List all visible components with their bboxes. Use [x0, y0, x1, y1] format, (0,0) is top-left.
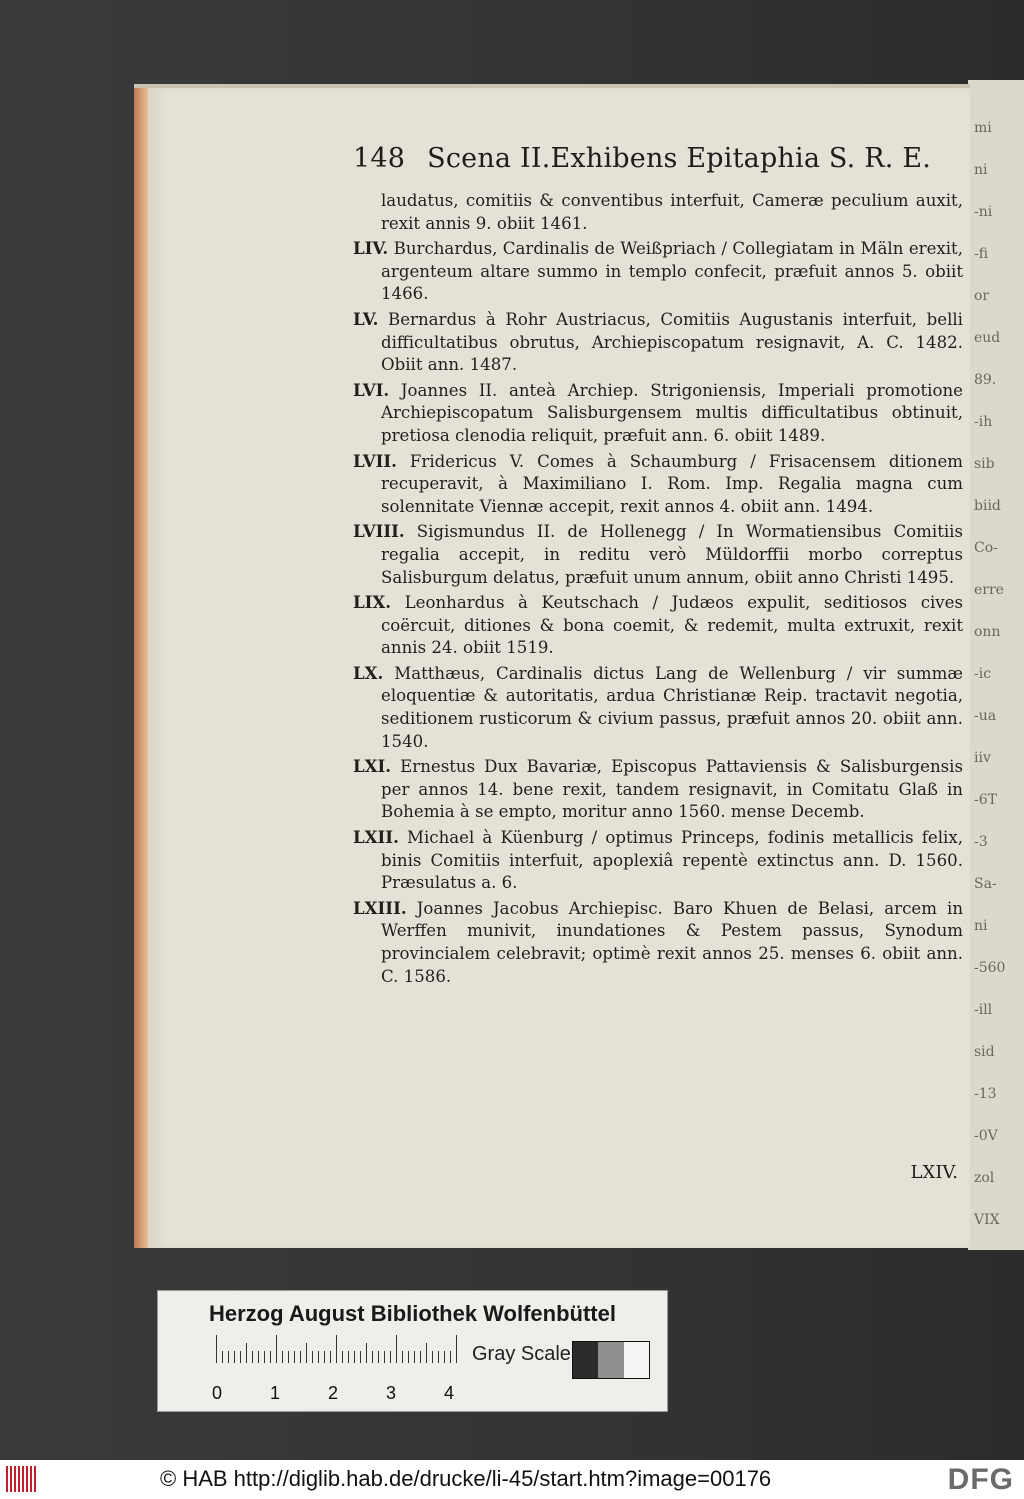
- ruler-tick: [246, 1343, 247, 1363]
- ghost-text: -ua: [974, 708, 997, 724]
- ghost-text: 89.: [974, 372, 997, 388]
- entry-numeral: LVIII.: [353, 521, 405, 542]
- ruler-tick: [402, 1351, 403, 1363]
- ruler-tick: [288, 1351, 289, 1363]
- ghost-text: biid: [974, 498, 1001, 514]
- ghost-text: sid: [974, 1044, 995, 1060]
- ruler-tick: [408, 1351, 409, 1363]
- ghost-text: erre: [974, 582, 1004, 598]
- epitaph-entry: [353, 308, 963, 377]
- library-name: Herzog August Bibliothek Wolfenbüttel: [209, 1301, 616, 1326]
- ghost-text: VIX: [974, 1212, 1000, 1228]
- ruler-tick: [294, 1351, 295, 1363]
- ruler-number: 2: [328, 1383, 339, 1403]
- entry-numeral: LVII.: [353, 450, 397, 471]
- entry-text: Burchardus, Cardinalis de Weißpriach / Collegiatam in Mäln erexit, argenteum altare summo in templo confecit, præfuit annos 5. obiit 1466.: [381, 239, 963, 304]
- ruler-tick: [270, 1351, 271, 1363]
- dfg-logo: DFG: [947, 1463, 1014, 1496]
- ruler-tick: [414, 1351, 415, 1363]
- ghost-text: Co-: [974, 540, 998, 556]
- entry-numeral: LX.: [353, 662, 384, 683]
- ruler-number: 4: [444, 1383, 455, 1403]
- ghost-text: iiv: [974, 750, 991, 766]
- ruler-tick: [318, 1351, 319, 1363]
- ghost-text: Sa-: [974, 876, 997, 892]
- catchword: LXIV.: [910, 1162, 958, 1183]
- neighbor-page: [968, 80, 1024, 1250]
- epitaph-entry: [353, 662, 963, 753]
- ruler-tick: [438, 1351, 439, 1363]
- book-page: [150, 88, 970, 1248]
- ruler-tick: [252, 1351, 253, 1363]
- ruler-tick: [258, 1351, 259, 1363]
- ghost-text: or: [974, 288, 990, 304]
- page-running-title: Scena II.Exhibens Epitaphia S. R. E.: [427, 143, 932, 174]
- entry-numeral: LV.: [353, 308, 379, 329]
- ruler-tick: [366, 1343, 367, 1363]
- epitaph-entry: [353, 826, 963, 895]
- entry-text: Sigismundus II. de Hollenegg / In Wormatiensibus Comitiis regalia accepit, in reditu verò Müldorffii morbo correptus Salisburgum delatus, præfuit unum annum, obiit anno Christi 1495.: [381, 522, 963, 587]
- grayscale-label: Gray Scale: [472, 1343, 571, 1365]
- ghost-text: -fi: [974, 246, 989, 262]
- ghost-text: ni: [974, 918, 988, 934]
- ruler-tick: [396, 1335, 397, 1363]
- ghost-text: zol: [974, 1170, 995, 1186]
- entry-text: Joannes II. anteà Archiep. Strigoniensis, Imperiali promotione Archiepiscopatum Salisburgensem multis difficultatibus obtinuit, pretiosa clenodia reliquit, præfuit ann. 6. obiit 1489.: [381, 380, 963, 445]
- color-calibration-bar: [157, 1290, 668, 1412]
- entry-numeral: LIV.: [353, 238, 389, 259]
- epitaph-entry: [353, 450, 963, 519]
- entry-numeral: LVI.: [353, 379, 390, 400]
- epitaph-entry: [353, 237, 963, 306]
- ruler-tick: [420, 1351, 421, 1363]
- swatch-mid: [598, 1342, 623, 1378]
- continued-paragraph: laudatus, comitiis & conventibus interfuit, Cameræ peculium auxit, rexit annis 9. obiit 1461.: [381, 191, 963, 233]
- ruler-tick: [444, 1351, 445, 1363]
- ruler-tick: [264, 1351, 265, 1363]
- ruler-number: 3: [386, 1383, 397, 1403]
- ruler-tick: [282, 1351, 283, 1363]
- swatch-light: [624, 1342, 649, 1378]
- ruler-tick: [432, 1351, 433, 1363]
- ruler-tick: [390, 1351, 391, 1363]
- ghost-text: ni: [974, 162, 988, 178]
- ruler-tick: [450, 1351, 451, 1363]
- ruler-tick: [384, 1351, 385, 1363]
- epitaph-list: [353, 190, 963, 990]
- ghost-text: mi: [974, 120, 992, 136]
- hab-logo-icon: [6, 1466, 46, 1492]
- ruler-number: 1: [270, 1383, 281, 1403]
- entry-text: Fridericus V. Comes à Schaumburg / Frisacensem ditionem recuperavit, à Maximiliano I. Rom. Imp. Regalia magna cum solennitate Viennæ accepit, rexit annos 4. obiit ann. 1494.: [381, 451, 963, 516]
- ruler-scale: [216, 1339, 466, 1369]
- ruler-tick: [378, 1351, 379, 1363]
- epitaph-entry: [353, 591, 963, 660]
- ruler-tick: [324, 1351, 325, 1363]
- entry-numeral: LXI.: [353, 756, 392, 777]
- ruler-tick: [228, 1351, 229, 1363]
- ghost-text: -0V: [974, 1128, 998, 1144]
- ruler-tick: [426, 1343, 427, 1363]
- entries-container: [353, 237, 963, 988]
- ruler-tick: [372, 1351, 373, 1363]
- ruler-tick: [306, 1343, 307, 1363]
- ghost-text: onn: [974, 624, 1001, 640]
- epitaph-entry: [353, 755, 963, 824]
- ghost-text: -6T: [974, 792, 997, 808]
- ruler-number: 0: [212, 1383, 223, 1403]
- entry-numeral: LIX.: [353, 592, 392, 613]
- ruler-tick: [276, 1335, 277, 1363]
- ruler-tick: [240, 1351, 241, 1363]
- ghost-text: -13: [974, 1086, 997, 1102]
- ghost-text: -ni: [974, 204, 993, 220]
- entry-text: Matthæus, Cardinalis dictus Lang de Wellenburg / vir summæ eloquentiæ & autoritatis, ardua Christianæ Reip. tractavit negotia, seditionem rusticorum & civium passus, præfuit annos 20. obiit ann. 1540.: [381, 663, 963, 751]
- ghost-text: sib: [974, 456, 995, 472]
- ruler-tick: [216, 1335, 217, 1363]
- ruler-tick: [234, 1351, 235, 1363]
- ruler-tick: [360, 1351, 361, 1363]
- entry-numeral: LXII.: [353, 827, 399, 848]
- ghost-text: -ih: [974, 414, 993, 430]
- ghost-text: -560: [974, 960, 1006, 976]
- source-url[interactable]: © HAB http://diglib.hab.de/drucke/li-45/start.htm?image=00176: [160, 1466, 772, 1491]
- ghost-text: -3: [974, 834, 988, 850]
- ruler-tick: [354, 1351, 355, 1363]
- ruler-tick: [300, 1351, 301, 1363]
- ruler-tick: [336, 1335, 337, 1363]
- entry-text: Joannes Jacobus Archiepisc. Baro Khuen de Belasi, arcem in Werffen munivit, inundationes & Pestem passus, Synodum provincialem celebravit; optimè rexit annos 25. menses 6. obiit ann. C. 1586.: [381, 898, 964, 986]
- ruler-tick: [456, 1335, 457, 1363]
- ghost-text: eud: [974, 330, 1001, 346]
- entry-text: Michael à Küenburg / optimus Princeps, fodinis metallicis felix, binis Comitiis interfuit, apoplexiâ repentè extinctus ann. D. 1560. Præsulatus a. 6.: [381, 828, 963, 893]
- ghost-text: -ic: [974, 666, 992, 682]
- epitaph-entry: [353, 379, 963, 448]
- entry-text: Bernardus à Rohr Austriacus, Comitiis Augustanis interfuit, belli difficultatibus obrutus, Archiepiscopatum resignavit, A. C. 1482. Obiit ann. 1487.: [381, 309, 963, 375]
- ruler-tick: [312, 1351, 313, 1363]
- footer-bar: [0, 1460, 1024, 1499]
- epitaph-entry: [353, 520, 963, 589]
- page-header: [353, 143, 973, 174]
- entry-numeral: LXIII.: [353, 897, 407, 918]
- entry-text: Ernestus Dux Bavariæ, Episcopus Pattaviensis & Salisburgensis per annos 14. bene rexit, tandem resignavit, in Comitatu Glaß in Bohemia à se empto, moritur anno 1560. mense Decemb.: [381, 757, 963, 822]
- swatch-dark: [573, 1342, 598, 1378]
- epitaph-entry: [353, 897, 963, 988]
- page-number: 148: [353, 143, 406, 174]
- ruler-tick: [348, 1351, 349, 1363]
- ghost-text: -ill: [974, 1002, 993, 1018]
- entry-text: Leonhardus à Keutschach / Judæos expulit, seditiosos cives coërcuit, ditiones & bona coemit, & redemit, multa extruxit, rexit annis 24. obiit 1519.: [381, 593, 963, 658]
- grayscale-swatches: [572, 1341, 650, 1379]
- ruler-tick: [342, 1351, 343, 1363]
- ruler-tick: [222, 1351, 223, 1363]
- ruler-tick: [330, 1351, 331, 1363]
- page-fore-edge: [134, 88, 150, 1248]
